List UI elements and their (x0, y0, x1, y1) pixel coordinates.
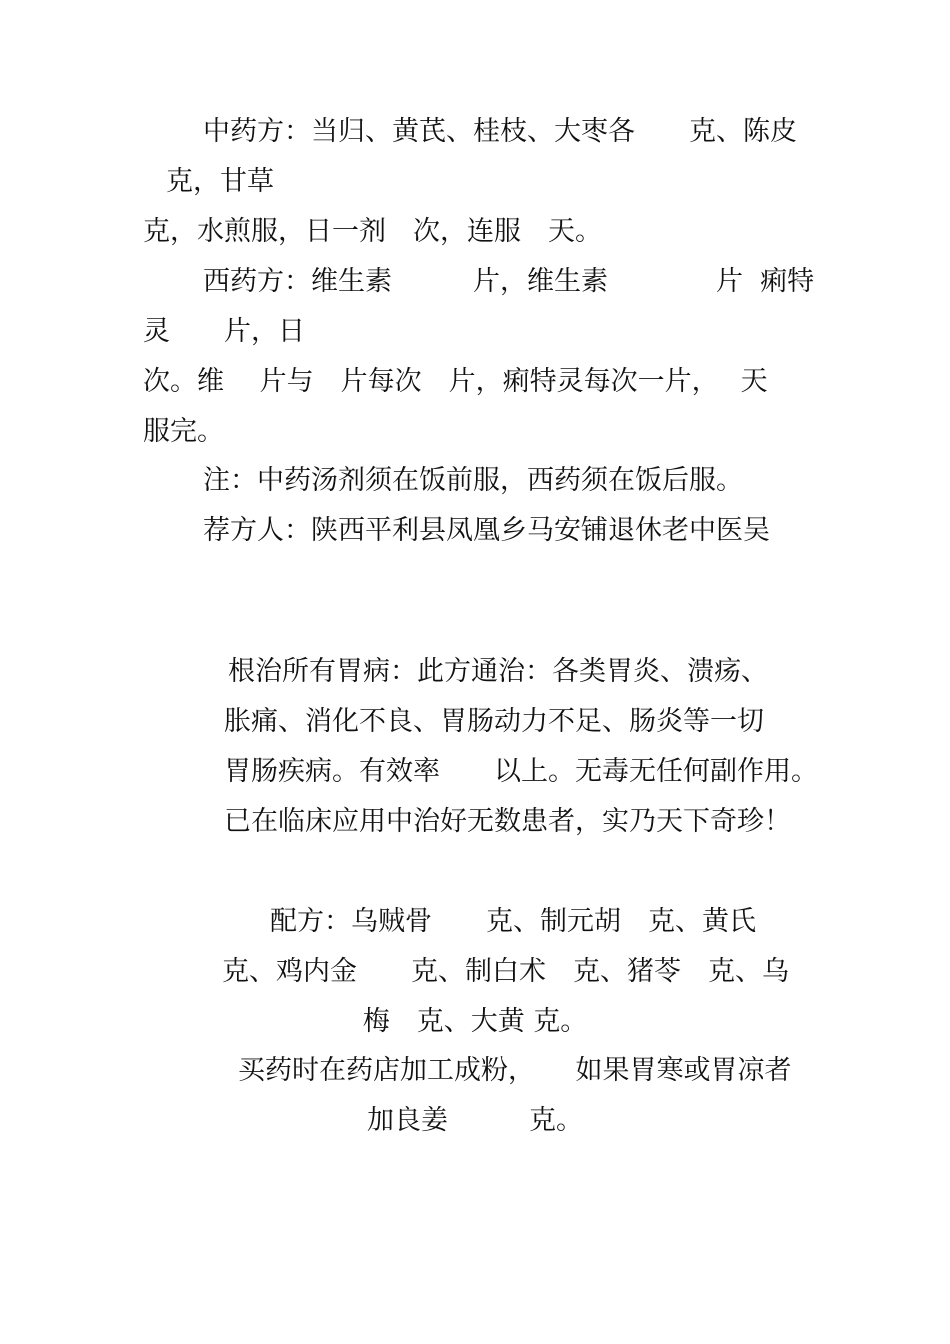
western-prescription-line-1: 西药方：维生素 片，维生素 片 痢特 (203, 266, 815, 297)
tcm-prescription-line-1: 中药方：当归、黄芪、桂枝、大枣各 克、陈皮 (203, 116, 797, 147)
western-prescription-line-3: 次。维 片与 片每次 片，痢特灵每次一片， 天 (143, 366, 768, 397)
note-line: 注：中药汤剂须在饭前服，西药须在饭后服。 (203, 465, 743, 496)
formula-line-1: 配方：乌贼骨 克、制元胡 克、黄氏 (270, 906, 756, 937)
western-prescription-line-2: 灵 片，日 (143, 316, 305, 347)
stomach-intro-line-4: 已在临床应用中治好无数患者，实乃天下奇珍！ (224, 806, 791, 837)
stomach-intro-line-2: 胀痛、消化不良、胃肠动力不足、肠炎等一切 (224, 706, 764, 737)
tcm-prescription-line-3: 克，水煎服，日一剂 次，连服 天。 (143, 216, 602, 247)
stomach-intro-line-3: 胃肠疾病。有效率 以上。无毒无任何副作用。 (224, 756, 818, 787)
formula-line-2: 克、鸡内金 克、制白术 克、猪苓 克、乌 (222, 956, 789, 987)
purchase-line-1: 买药时在药店加工成粉， 如果胃寒或胃凉者 (238, 1055, 792, 1086)
tcm-prescription-line-2: 克，甘草 (166, 166, 274, 197)
purchase-line-2: 加良姜 克。 (367, 1105, 583, 1136)
western-prescription-line-4: 服完。 (143, 416, 224, 447)
recommender-line: 荐方人：陕西平利县凤凰乡马安铺退休老中医吴 (203, 515, 770, 546)
formula-line-3: 梅 克、大黄 克。 (362, 1006, 588, 1037)
stomach-intro-line-1: 根治所有胃病：此方通治：各类胃炎、溃疡、 (228, 656, 768, 687)
